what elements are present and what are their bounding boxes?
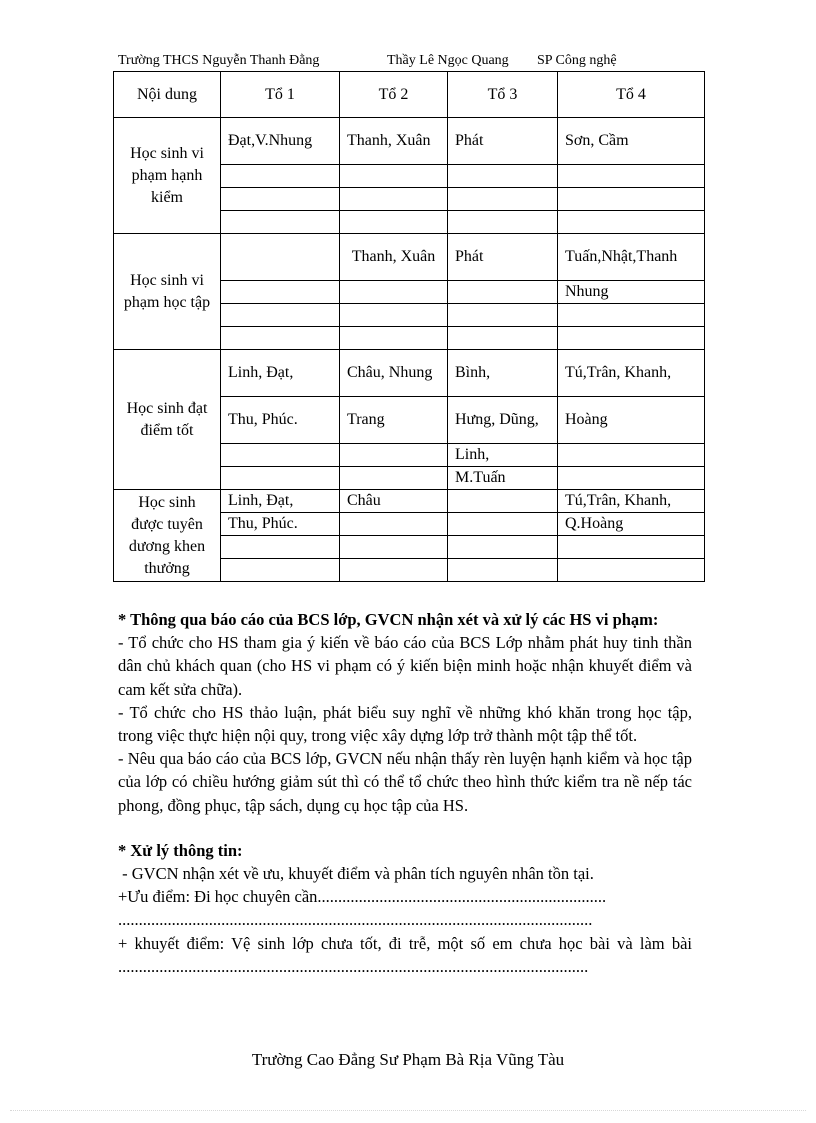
table-cell (448, 188, 558, 211)
table-cell: Bình, (448, 350, 558, 397)
table-cell (340, 281, 448, 304)
page-footer: Trường Cao Đẳng Sư Phạm Bà Rịa Vũng Tàu (251, 1050, 565, 1069)
notes-heading-processing: * Xử lý thông tin: (118, 840, 243, 860)
table-cell (558, 188, 705, 211)
table-cell (448, 536, 558, 559)
table-cell: Sơn, Cầm (558, 118, 705, 165)
category-commendation: Học sinh được tuyên dương khen thưởng (114, 490, 221, 582)
table-cell: Tú,Trân, Khanh, (558, 350, 705, 397)
table-cell (448, 513, 558, 536)
table-cell (448, 559, 558, 582)
table-cell (221, 536, 340, 559)
table-cell (558, 165, 705, 188)
notes-line-dots: ................................................................................................................... (118, 910, 593, 930)
subject-name: SP Công nghệ (537, 53, 617, 68)
table-cell: Châu (340, 490, 448, 513)
table-cell: Tuấn,Nhật,Thanh (558, 234, 705, 281)
table-cell (448, 165, 558, 188)
table-cell: Thu, Phúc. (221, 397, 340, 444)
school-name: Trường THCS Nguyễn Thanh Đằng (118, 53, 320, 68)
table-cell (340, 444, 448, 467)
table-cell (221, 467, 340, 490)
notes-paragraph: - Tổ chức cho HS tham gia ý kiến về báo cáo của BCS Lớp nhằm phát huy tinh thần dân chủ khách quan (cho HS vi phạm có ý kiến biện minh hoặc nhận khuyết điểm và cam kết sửa chữa). (118, 633, 692, 699)
table-cell (340, 211, 448, 234)
table-cell (221, 327, 340, 350)
notes-section (118, 608, 692, 978)
table-cell (340, 188, 448, 211)
page-edge-divider (10, 1110, 806, 1111)
table-cell: Phát (448, 234, 558, 281)
table-cell (340, 304, 448, 327)
table-cell (558, 536, 705, 559)
table-cell (340, 536, 448, 559)
table-cell (558, 211, 705, 234)
notes-line: - GVCN nhận xét về ưu, khuyết điểm và phân tích nguyên nhân tồn tại. (118, 864, 594, 884)
table-cell (221, 304, 340, 327)
notes-heading-review: * Thông qua báo cáo của BCS lớp, GVCN nhận xét và xử lý các HS vi phạm: (118, 610, 659, 629)
category-good-grades: Học sinh đạt điểm tốt (114, 350, 221, 490)
table-cell: Phát (448, 118, 558, 165)
table-cell (221, 188, 340, 211)
table-cell: M.Tuấn (448, 467, 558, 490)
notes-line-weaknesses: + khuyết điểm: Vệ sinh lớp chưa tốt, đi trễ, một số em chưa học bài và làm bài .................................................................................................................. (118, 933, 692, 976)
table-cell: Thanh, Xuân (340, 118, 448, 165)
table-header-row (114, 72, 705, 118)
notes-line-strengths: +Ưu điểm: Đi học chuyên cần...................................................................... (118, 887, 607, 907)
header-group-3: Tổ 3 (448, 72, 558, 118)
table-cell (448, 490, 558, 513)
table-cell: Châu, Nhung (340, 350, 448, 397)
page-header (118, 53, 708, 73)
table-cell: Linh, (448, 444, 558, 467)
notes-paragraph: - Tổ chức cho HS thảo luận, phát biểu suy nghĩ về những khó khăn trong học tập, trong việc thực hiện nội quy, trong việc xây dựng lớp trở thành một tập thể tốt. (118, 702, 692, 746)
table-cell: Hoàng (558, 397, 705, 444)
table-row (114, 490, 705, 513)
table-cell (448, 304, 558, 327)
table-cell (340, 165, 448, 188)
table-cell: Q.Hoàng (558, 513, 705, 536)
student-report-table (113, 71, 705, 582)
table-cell (221, 234, 340, 281)
table-cell (558, 304, 705, 327)
table-cell (221, 211, 340, 234)
teacher-name: Thầy Lê Ngọc Quang (387, 53, 509, 68)
header-group-1: Tổ 1 (221, 72, 340, 118)
header-group-2: Tổ 2 (340, 72, 448, 118)
table-cell: Thanh, Xuân (340, 234, 448, 281)
table-cell: Linh, Đạt, (221, 350, 340, 397)
table-cell: Tú,Trân, Khanh, (558, 490, 705, 513)
table-cell: Thu, Phúc. (221, 513, 340, 536)
table-cell (448, 327, 558, 350)
table-cell (448, 211, 558, 234)
table-cell (221, 444, 340, 467)
table-row (114, 234, 705, 281)
table-cell (558, 444, 705, 467)
table-cell (221, 281, 340, 304)
header-group-4: Tổ 4 (558, 72, 705, 118)
table-cell: Trang (340, 397, 448, 444)
table-cell (340, 327, 448, 350)
category-study-violation: Học sinh vi phạm học tập (114, 234, 221, 350)
table-cell: Linh, Đạt, (221, 490, 340, 513)
table-cell: Hưng, Dũng, (448, 397, 558, 444)
header-content: Nội dung (114, 72, 221, 118)
notes-paragraph: - Nêu qua báo cáo của BCS lớp, GVCN nếu nhận thấy rèn luyện hạnh kiểm và học tập của lớp có chiều hướng giảm sút thì có thể tổ chức theo hình thức kiểm tra nề nếp tác phong, đồng phục, tập sách, dụng cụ học tập của HS. (118, 749, 692, 815)
table-cell: Nhung (558, 281, 705, 304)
category-conduct-violation: Học sinh vi phạm hạnh kiểm (114, 118, 221, 234)
spacer (118, 817, 692, 839)
table-cell (558, 559, 705, 582)
table-cell (340, 467, 448, 490)
table-cell (558, 327, 705, 350)
table-cell: Đạt,V.Nhung (221, 118, 340, 165)
table-row (114, 118, 705, 165)
table-cell (221, 559, 340, 582)
table-cell (340, 513, 448, 536)
table-cell (221, 165, 340, 188)
table-cell (448, 281, 558, 304)
table-row (114, 350, 705, 397)
table-cell (340, 559, 448, 582)
table-cell (558, 467, 705, 490)
